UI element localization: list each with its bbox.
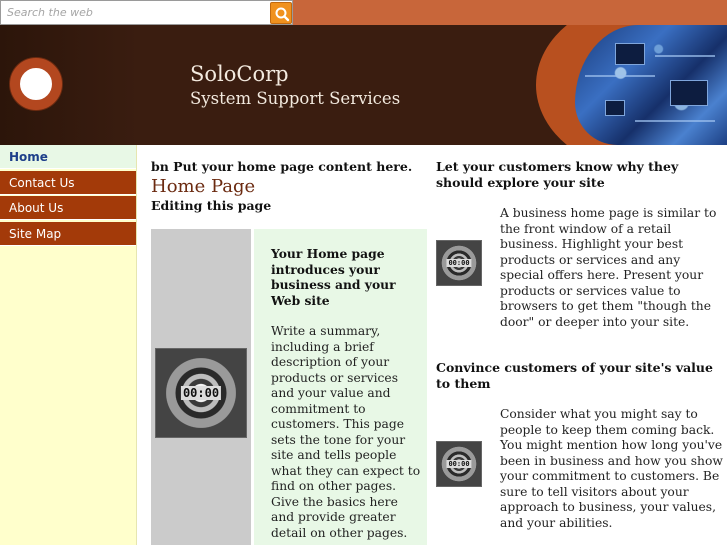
logo: [10, 58, 62, 110]
search-icon: [274, 6, 290, 22]
intro-line: bn Put your home page content here.: [151, 159, 413, 174]
section-body-explore: A business home page is similar to the front window of a retail business. Highlight your best products or services and any special offers here. Present your products or services value to browsers to get them "though the door" or deeper into your site.: [500, 206, 717, 329]
search-input[interactable]: [3, 3, 265, 22]
section-heading-value: Convince customers of your site's value to them: [436, 360, 713, 391]
nav-item-about-us[interactable]: About Us: [0, 196, 136, 220]
page-title: Home Page: [151, 176, 256, 197]
section-heading-explore: Let your customers know why they should explore your site: [436, 159, 679, 190]
top-bar: [0, 0, 727, 25]
site-subtitle: System Support Services: [190, 89, 401, 108]
nav-item-site-map[interactable]: Site Map: [0, 222, 136, 246]
gear-clock-image: 00:00: [155, 348, 247, 438]
section-body-value: Consider what you might say to people to keep them coming back. You might mention how long you've been in business and how you show your commitment to customers. Be sure to tell visitors about your approach to business, your values, and your abilities.: [500, 407, 723, 530]
gear-clock-thumbnail: 00:00: [436, 441, 482, 487]
intro-box-title: Your Home page introduces your business and your Web site: [271, 246, 396, 308]
gear-clock-thumbnail: 00:00: [436, 240, 482, 286]
nav-item-home[interactable]: Home: [0, 145, 136, 169]
editing-subheading: Editing this page: [151, 198, 272, 213]
site-header: [0, 25, 727, 145]
intro-box: [254, 229, 427, 545]
site-title: SoloCorp: [190, 62, 289, 86]
circuit-board-photo: [575, 25, 727, 145]
main-content: [137, 145, 727, 545]
sidebar-nav: [0, 145, 137, 545]
nav-item-contact-us[interactable]: Contact Us: [0, 171, 136, 195]
search-box: [0, 0, 293, 25]
search-button[interactable]: [270, 2, 292, 24]
intro-box-body: Write a summary, including a brief description of your products or services and your value and commitment to customers. This page sets the tone for your site and tells people what they can expect to find on other pages. Give the basics here and provide greater detail on other pages.: [271, 324, 421, 540]
